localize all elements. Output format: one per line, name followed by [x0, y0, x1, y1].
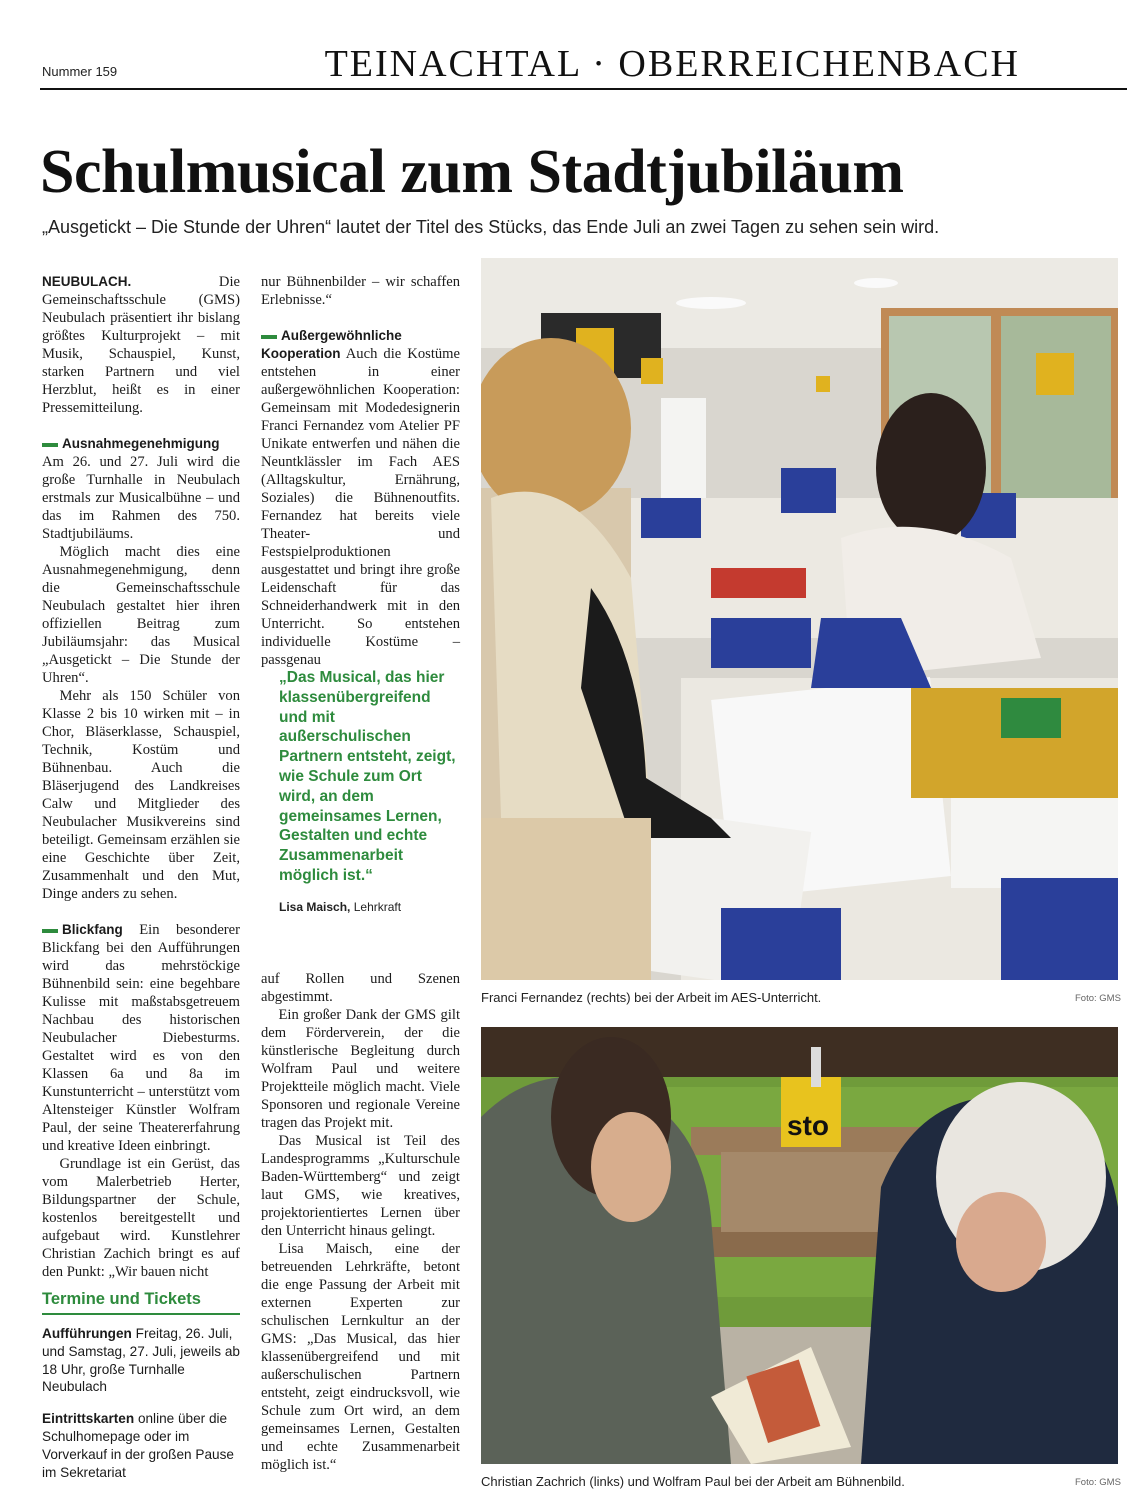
paragraph: nur Bühnenbilder – wir schaffen Erlebnisse.“	[261, 274, 460, 308]
paragraph: Grundlage ist ein Gerüst, das vom Malerbetrieb Herter, Bildungspartner der Schule, kostenlos bereitgestellt und aufgebaut wird. Kunstlehrer Christian Zachich bringt es auf den Punkt: „Wir bauen nicht	[42, 1156, 240, 1280]
photo-stage-design	[481, 1027, 1118, 1464]
article-column-2-bottom	[261, 970, 460, 1474]
paragraph: Ein großer Dank der GMS gilt dem Förderverein, der die künstlerische Begleitung durch Wolfram Paul und weitere Projektteile möglich macht. Viele Sponsoren und regionale Vereine tragen das Projekt mit.	[261, 1007, 460, 1131]
paragraph: Das Musical ist Teil des Landesprogramms „Kulturschule Baden-Württemberg“ und zeigt laut GMS, wie kreatives, projektorientiertes Lernen über den Unterricht hinaus gelingt.	[261, 1133, 460, 1239]
paragraph: Ausnahmegenehmigung Am 26. und 27. Juli wird die große Turnhalle in Neubulach erstmals zur Musicalbühne – und das im Rahmen des 750. Stadtjubiläums.	[42, 436, 240, 542]
photo-credit: Foto: GMS	[1075, 993, 1121, 1004]
pull-quote	[279, 668, 459, 914]
paragraph: Außergewöhnliche Kooperation Auch die Kostüme entstehen in einer außergewöhnlichen Kooperation: Gemeinsam mit Modedesignerin Franci Fernandez vom Atelier PF Unikate entwerfen und nähen die Neuntklässler im Fach AES (Alltagskultur, Ernährung, Soziales) die Bühnenoutfits. Fernandez hat bereits viele Theater- und Festspielproduktionen ausgestattet und bringt ihre große Leidenschaft für das Schneiderhandwerk mit in den Unterricht. So entstehen individuelle Kostüme – passgenau	[261, 328, 460, 668]
info-performances: Aufführungen Freitag, 26. Juli, und Samstag, 27. Juli, jeweils ab 18 Uhr, große Turnhalle Neubulach	[42, 1326, 240, 1395]
paragraph: auf Rollen und Szenen abgestimmt.	[261, 971, 460, 1005]
section-title: TEINACHTAL · OBERREICHENBACH	[324, 43, 1020, 85]
article-column-2-top	[261, 273, 460, 669]
photo-caption: Franci Fernandez (rechts) bei der Arbeit im AES-Unterricht.	[481, 990, 822, 1005]
photo-credit: Foto: GMS	[1075, 1477, 1121, 1488]
dateline: NEUBULACH.	[42, 274, 132, 289]
subhead-marker	[42, 443, 58, 447]
paragraph: Lisa Maisch, eine der betreuenden Lehrkräfte, betont die enge Passung der Arbeit mit externen Experten zur schulischen Lernkultur an der GMS: „Das Musical, das hier klassenübergreifend und mit außerschulischen Partnern entsteht, zeigt eindrucksvoll, wie Schule zum Ort wird, an dem gemeinsames Lernen, Gestalten und echte Zusammenarbeit möglich ist.“	[261, 1241, 460, 1473]
subheading: Außergewöhnliche Kooperation	[261, 328, 402, 361]
paragraph: Möglich macht dies eine Ausnahmegenehmigung, denn die Gemeinschaftsschule Neubulach gestaltet hier ihren offiziellen Beitrag zum Jubiläumsjahr: das Musical „Ausgetickt – Die Stunde der Uhren“.	[42, 544, 240, 686]
pull-quote-author: Lisa Maisch, Lehrkraft	[279, 899, 402, 914]
paragraph: NEUBULACH. Die Gemeinschaftsschule (GMS) Neubulach präsentiert ihr bislang größtes Kulturprojekt – mit Musik, Schauspiel, Kunst, starken Partnern und viel Herzblut, heißt es in einer Pressemitteilung.	[42, 274, 240, 416]
info-box-title: Termine und Tickets	[42, 1290, 240, 1315]
subhead-marker	[261, 335, 277, 339]
subheading: Blickfang	[62, 922, 123, 937]
article-column-1	[42, 273, 240, 1281]
info-box-tickets	[42, 1290, 240, 1481]
photo-classroom	[481, 258, 1118, 980]
header-rule	[40, 88, 1127, 90]
issue-number: Nummer 159	[42, 64, 118, 79]
bucket-sign-text: sto	[787, 1110, 829, 1141]
photo-caption: Christian Zachrich (links) und Wolfram Paul bei der Arbeit am Bühnenbild.	[481, 1474, 905, 1489]
info-tickets: Eintrittskarten online über die Schulhomepage oder im Vorverkauf in der großen Pause im Sekretariat	[42, 1411, 234, 1480]
article-headline: Schulmusical zum Stadtjubiläum	[40, 138, 904, 206]
subhead-marker	[42, 929, 58, 933]
pull-quote-text: „Das Musical, das hier klassenübergreifend und mit außerschulischen Partnern entsteht, zeigt, wie Schule zum Ort wird, an dem gemeinsames Lernen, Gestalten und echte Zusammenarbeit möglich ist.“	[279, 669, 456, 884]
paragraph: Mehr als 150 Schüler von Klasse 2 bis 10 wirken mit – in Chor, Bläserklasse, Schauspiel, Technik, Kostüm und Bühnenbau. Auch die Bläserjugend des Landkreises Calw und Mitglieder des Neubulacher Musikvereins sind beteiligt. Gemeinsam erzählen sie eine Geschichte über Zeit, Zusammenhalt und den Mut, Dinge anders zu sehen.	[42, 688, 240, 902]
article-subheadline: „Ausgetickt – Die Stunde der Uhren“ lautet der Titel des Stücks, das Ende Juli an zwei Tagen zu sehen sein wird.	[42, 217, 940, 237]
paragraph: Blickfang Ein besonderer Blickfang bei den Aufführungen wird das mehrstöckige Bühnenbild sein: eine begehbare Kulisse mit maßstabsgetreuem Nachbau des historischen Neubulacher Diebesturms. Gestaltet wird es von den Klassen 6a und 8a im Kunstunterricht – unterstützt vom Altensteiger Künstler Wolfram Paul, der seine Theatererfahrung und kreative Ideen einbringt.	[42, 922, 240, 1154]
subheading: Ausnahmegenehmigung	[62, 436, 220, 451]
